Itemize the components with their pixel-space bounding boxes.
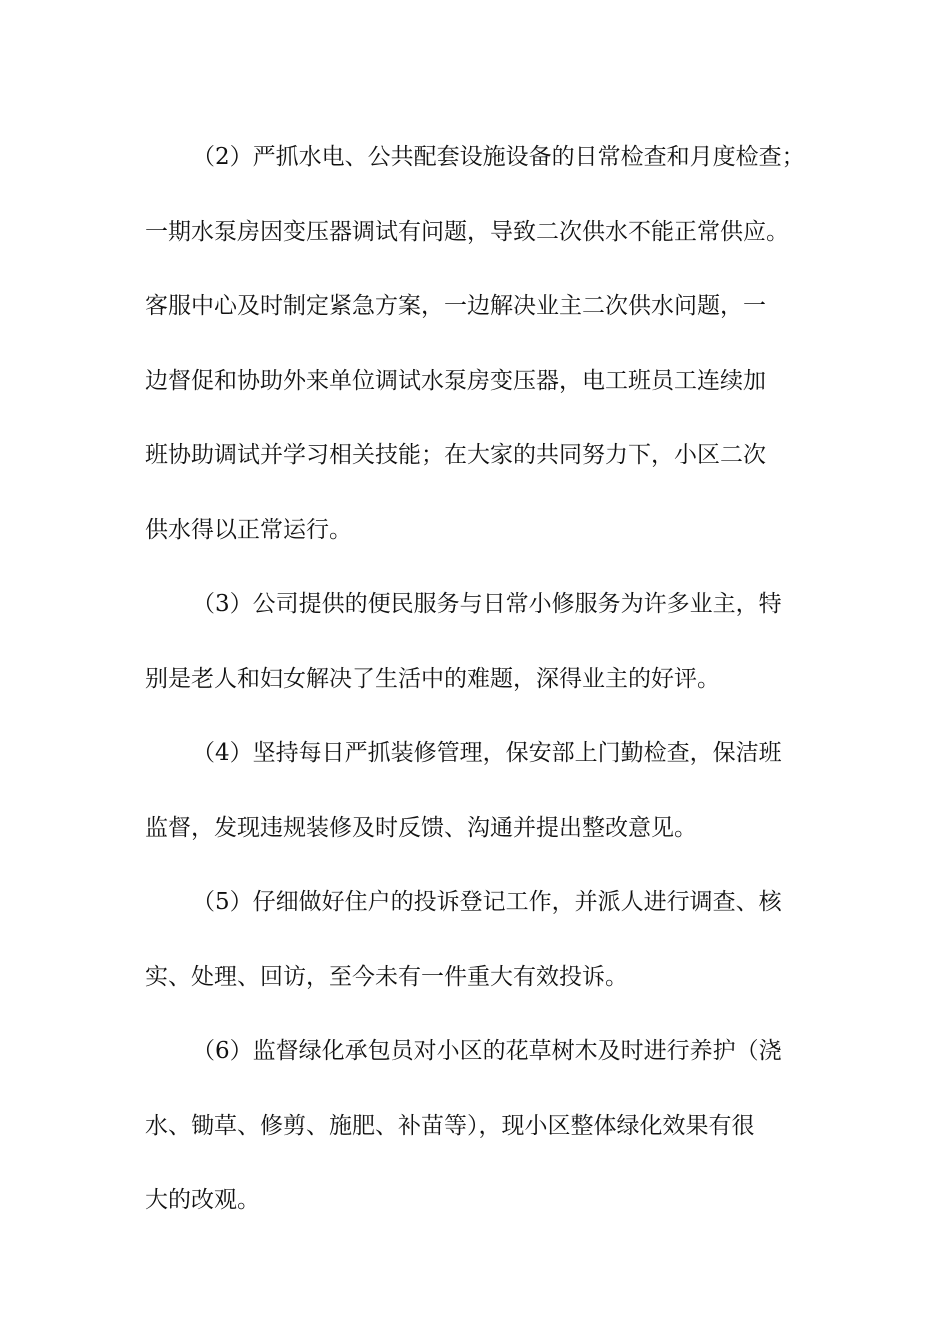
paragraph-2-line-2: 一期水泵房因变压器调试有问题，导致二次供水不能正常供应。	[145, 218, 789, 245]
document-page	[145, 120, 810, 1238]
paragraph-2-line-3: 客服中心及时制定紧急方案，一边解决业主二次供水问题，一	[145, 293, 766, 319]
paragraph-5-line-1: （5）仔细做好住户的投诉登记工作，并派人进行调查、核	[192, 889, 782, 915]
paragraph-6-line-3: 大的改观。	[145, 1187, 260, 1213]
paragraph-3-line-2: 别是老人和妇女解决了生活中的难题，深得业主的好评。	[145, 665, 720, 692]
paragraph-3-line-1: （3）公司提供的便民服务与日常小修服务为许多业主，特	[192, 591, 782, 617]
paragraph-6-line-1: （6）监督绿化承包员对小区的花草树木及时进行养护（浇	[192, 1038, 782, 1064]
paragraph-6-line-2: 水、锄草、修剪、施肥、补苗等），现小区整体绿化效果有很	[145, 1112, 755, 1139]
paragraph-4-line-1: （4）坚持每日严抓装修管理，保安部上门勤检查，保洁班	[192, 740, 782, 766]
paragraph-2-line-6: 供水得以正常运行。	[145, 516, 352, 543]
paragraph-5-line-2: 实、处理、回访，至今未有一件重大有效投诉。	[145, 963, 628, 990]
paragraph-2-line-4: 边督促和协助外来单位调试水泵房变压器，电工班员工连续加	[145, 367, 766, 394]
paragraph-2-line-1: （2）严抓水电、公共配套设施设备的日常检查和月度检查；	[192, 144, 805, 170]
paragraph-4-line-2: 监督，发现违规装修及时反馈、沟通并提出整改意见。	[145, 814, 697, 841]
paragraph-2-line-5: 班协助调试并学习相关技能；在大家的共同努力下，小区二次	[145, 442, 766, 468]
